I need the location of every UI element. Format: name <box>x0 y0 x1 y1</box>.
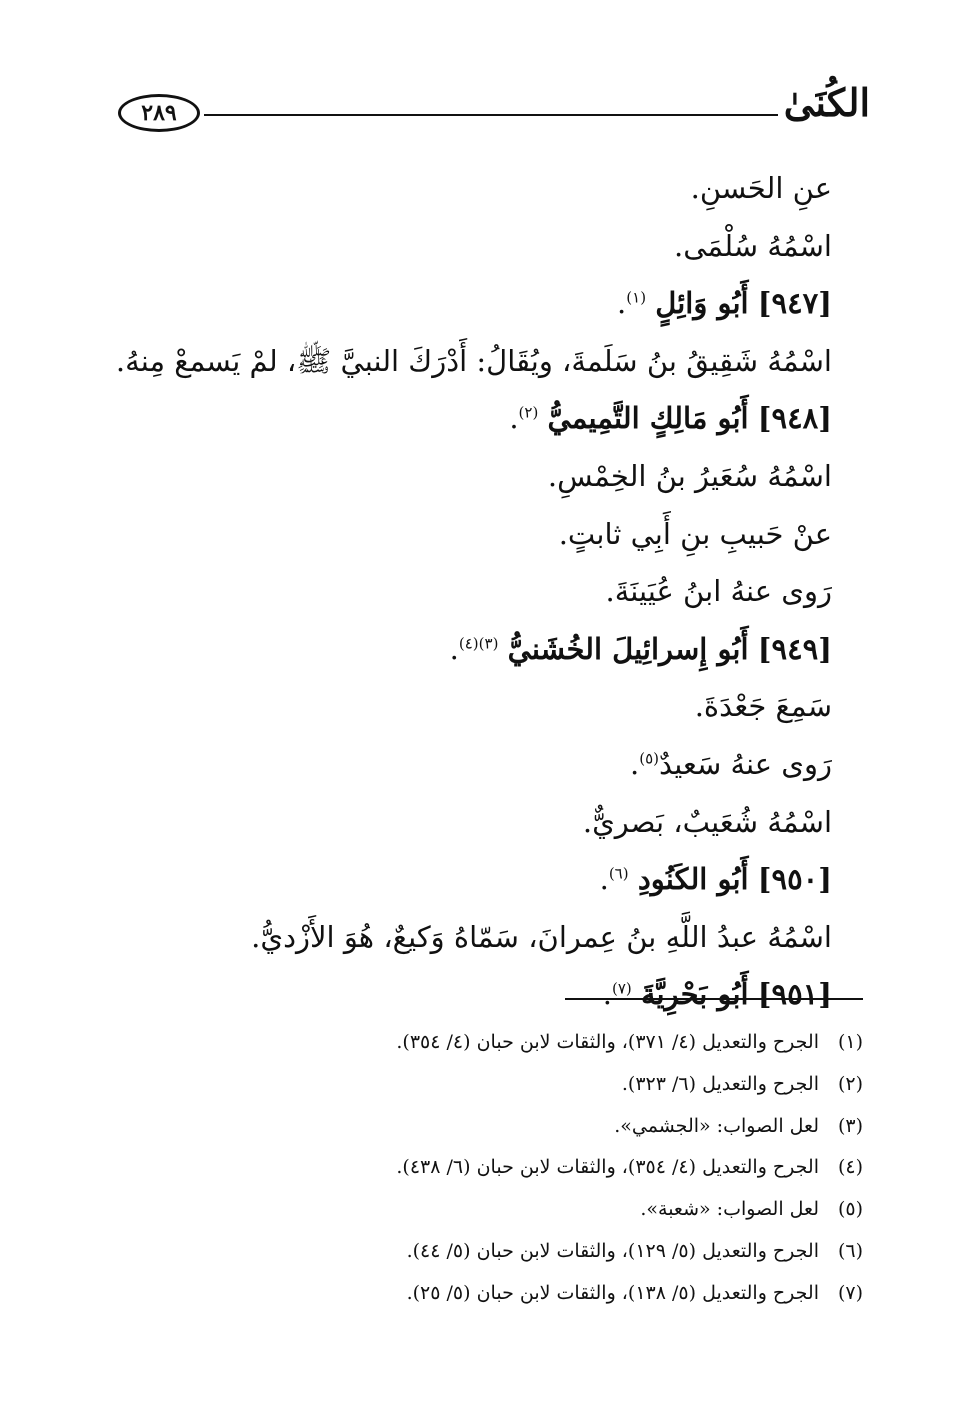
line-tail: . <box>449 631 459 666</box>
footnote-ref: (١) <box>626 288 647 307</box>
entry-heading <box>182 275 832 333</box>
footnote <box>263 1064 863 1106</box>
footnote-ref: (٦) <box>608 864 629 883</box>
header-rule <box>204 114 778 116</box>
text-line <box>182 563 832 621</box>
footnote-text: الجرح والتعديل (٥/ ١٢٩)، والثقات لابن حبان (٥/ ٤٤). <box>406 1239 819 1262</box>
line-text: رَوى عنهُ سَعيدٌ <box>658 746 832 781</box>
line-tail: . <box>629 746 640 781</box>
line-tail: . <box>602 977 612 1012</box>
entry-name: أَبُو إِسرائِيلَ الخُشَنيُّ <box>507 631 749 666</box>
text-line <box>182 909 832 967</box>
footnote <box>263 1106 863 1148</box>
line-text: اسْمُهُ سُعَيرُ بنُ الخِمْسِ. <box>547 458 832 493</box>
footnote-number: (٥) <box>837 1198 863 1221</box>
footnote-number: (٤) <box>837 1156 863 1179</box>
footnote-number: (٦) <box>837 1239 863 1262</box>
entry-heading <box>182 390 832 448</box>
entry-heading <box>182 966 832 1024</box>
line-text: اسْمُهُ شُعَيبٌ، بَصريٌّ. <box>582 804 832 839</box>
footnote-text: الجرح والتعديل (٤/ ٣٥٤)، والثقات لابن حبان (٦/ ٤٣٨). <box>396 1156 819 1179</box>
entry-number: [٩٤٨] <box>757 401 832 436</box>
footnote-text: الجرح والتعديل (٤/ ٣٧١)، والثقات لابن حبان (٤/ ٣٥٤). <box>396 1031 819 1053</box>
entry-heading <box>182 851 832 909</box>
text-line <box>182 448 832 506</box>
main-text <box>115 160 832 1024</box>
footnote-ref: (٢) <box>518 403 539 422</box>
line-text: سَمِعَ جَعْدَةَ. <box>694 689 832 724</box>
footnotes <box>263 1022 863 1315</box>
footnote-separator <box>565 998 863 1000</box>
footnote <box>263 1147 863 1189</box>
entry-number: [٩٥٠] <box>757 862 832 897</box>
footnote-ref: (٧) <box>611 979 632 998</box>
line-text: رَوى عنهُ ابنُ عُيَينَةَ. <box>605 574 832 609</box>
line-text: اسْمُهُ شَقِيقُ بنُ سَلَمةَ، ويُقَالُ: أَدْرَكَ النبيَّ ﷺ، لمْ يَسمعْ مِنهُ. <box>115 343 832 378</box>
text-line <box>115 333 832 391</box>
running-header <box>118 78 870 152</box>
text-line <box>182 160 832 218</box>
line-text: اسْمُهُ عبدُ اللَّهِ بنُ عِمرانَ، سَمّاهُ وَكيعٌ، هُوَ الأَزْديُّ. <box>251 919 832 954</box>
line-text: عنْ حَبيبِ بنِ أَبِي ثابتٍ. <box>558 516 832 551</box>
footnote <box>263 1022 863 1064</box>
footnote-number: (٧) <box>837 1281 863 1304</box>
line-text: عنِ الحَسنِ. <box>690 171 832 205</box>
entry-number: [٩٤٧] <box>757 286 832 321</box>
footnote-ref: (٥) <box>639 749 659 768</box>
entry-name: أَبُو وَائِلٍ <box>655 286 749 321</box>
line-tail: . <box>599 862 609 897</box>
entry-name: أَبُو مَالِكٍ التَّمِيميُّ <box>547 401 749 436</box>
line-tail: . <box>617 286 627 321</box>
entry-number: [٩٥١] <box>757 977 832 1012</box>
text-line <box>182 678 832 736</box>
entry-name: أَبُو بَحْرِيَّةَ <box>640 977 749 1012</box>
footnote-text: الجرح والتعديل (٥/ ١٣٨)، والثقات لابن حبان (٥/ ٢٥). <box>406 1281 819 1304</box>
text-line <box>182 736 832 794</box>
footnote <box>263 1273 863 1315</box>
line-text: اسْمُهُ سُلْمَى. <box>674 228 832 263</box>
footnote-text: لعل الصواب: «الجشمي». <box>614 1114 819 1137</box>
footnote-number: (٢) <box>837 1072 863 1095</box>
entry-number: [٩٤٩] <box>757 631 832 666</box>
footnote <box>263 1189 863 1231</box>
page-number: ٢٨٩ <box>118 94 200 132</box>
footnote-ref: (٣)(٤) <box>458 634 499 653</box>
text-line <box>182 506 832 564</box>
line-tail: . <box>509 401 519 436</box>
entry-name: أَبُو الكَنُودِ <box>637 862 749 897</box>
footnote <box>263 1231 863 1273</box>
text-line <box>182 794 832 852</box>
entry-heading <box>182 621 832 679</box>
book-title: الكُنَىٰ <box>783 80 870 125</box>
footnote-text: الجرح والتعديل (٦/ ٣٢٣). <box>621 1072 819 1095</box>
footnote-number: (١) <box>837 1031 863 1053</box>
footnote-text: لعل الصواب: «شعبة». <box>640 1198 819 1221</box>
footnote-number: (٣) <box>837 1114 863 1137</box>
text-line <box>182 218 832 276</box>
